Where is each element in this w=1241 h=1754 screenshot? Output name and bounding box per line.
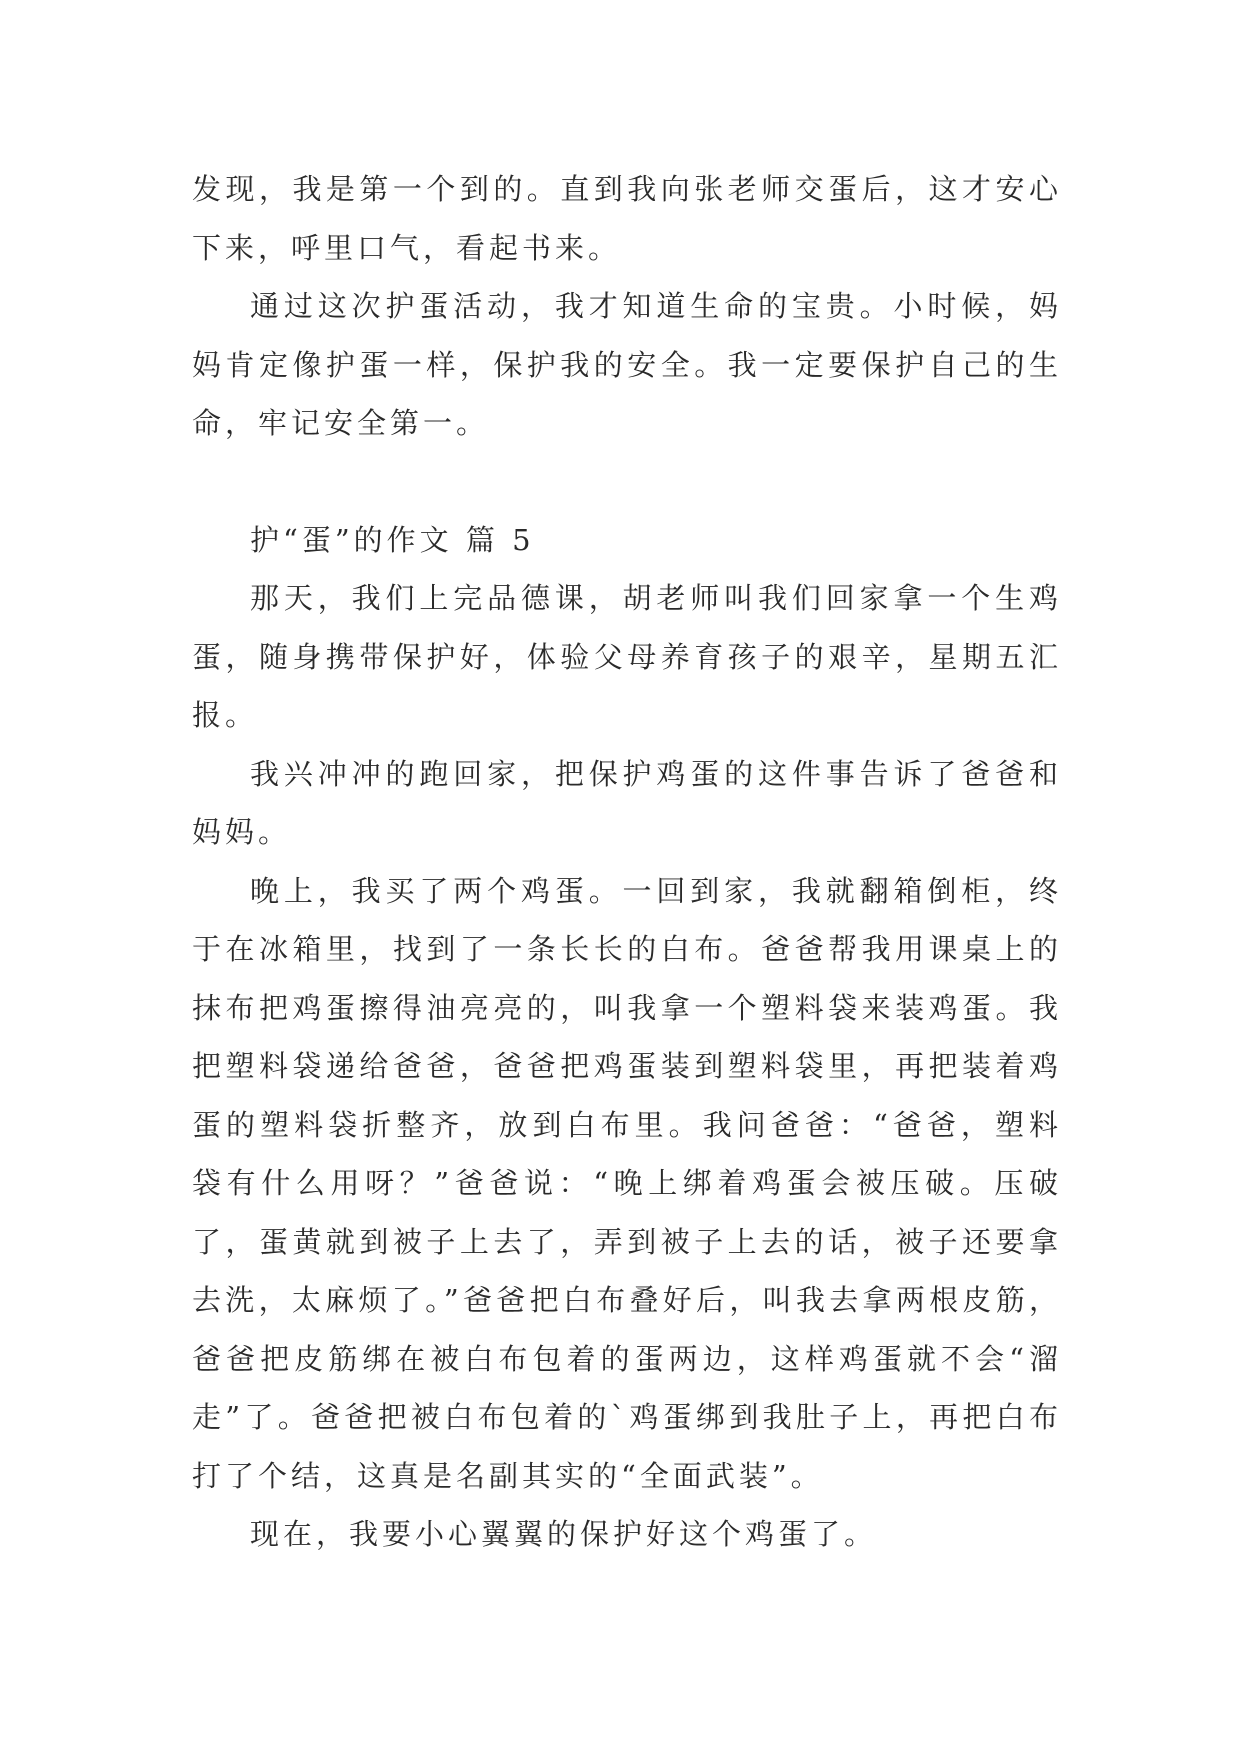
section-title: 护“蛋”的作文 篇 5 <box>250 522 535 557</box>
paragraph-continuation: 发现，我是第一个到的。直到我向张老师交蛋后，这才安心下来，呼里口气，看起书来。 <box>192 172 1062 265</box>
paragraph: 晚上，我买了两个鸡蛋。一回到家，我就翻箱倒柜，终于在冰箱里，找到了一条长长的白布。爸爸帮我用课桌上的抹布把鸡蛋擦得油亮亮的，叫我拿一个塑料袋来装鸡蛋。我把塑料袋递给爸爸，爸爸把鸡蛋装到塑料袋里，再把装着鸡蛋的塑料袋折整齐，放到白布里。我问爸爸：“爸爸，塑料袋有什么用呀？”爸爸说：“晚上绑着鸡蛋会被压破。压破了，蛋黄就到被子上去了，弄到被子上去的话，被子还要拿去洗，太麻烦了。”爸爸把白布叠好后，叫我去拿两根皮筋，爸爸把皮筋绑在被白布包着的蛋两边，这样鸡蛋就不会“溜走”了。爸爸把被白布包着的`鸡蛋绑到我肚子上，再把白布打了个结，这真是名副其实的“全面武装”。 <box>192 873 1062 1493</box>
paragraph: 那天，我们上完品德课，胡老师叫我们回家拿一个生鸡蛋，随身携带保护好，体验父母养育孩子的艰辛，星期五汇报。 <box>192 581 1062 732</box>
paragraph: 通过这次护蛋活动，我才知道生命的宝贵。小时候，妈妈肯定像护蛋一样，保护我的安全。我一定要保护自己的生命，牢记安全第一。 <box>192 289 1062 440</box>
paragraph: 现在，我要小心翼翼的保护好这个鸡蛋了。 <box>250 1517 878 1551</box>
paragraph: 我兴冲冲的跑回家，把保护鸡蛋的这件事告诉了爸爸和妈妈。 <box>192 756 1062 849</box>
document-body <box>192 160 1062 1564</box>
